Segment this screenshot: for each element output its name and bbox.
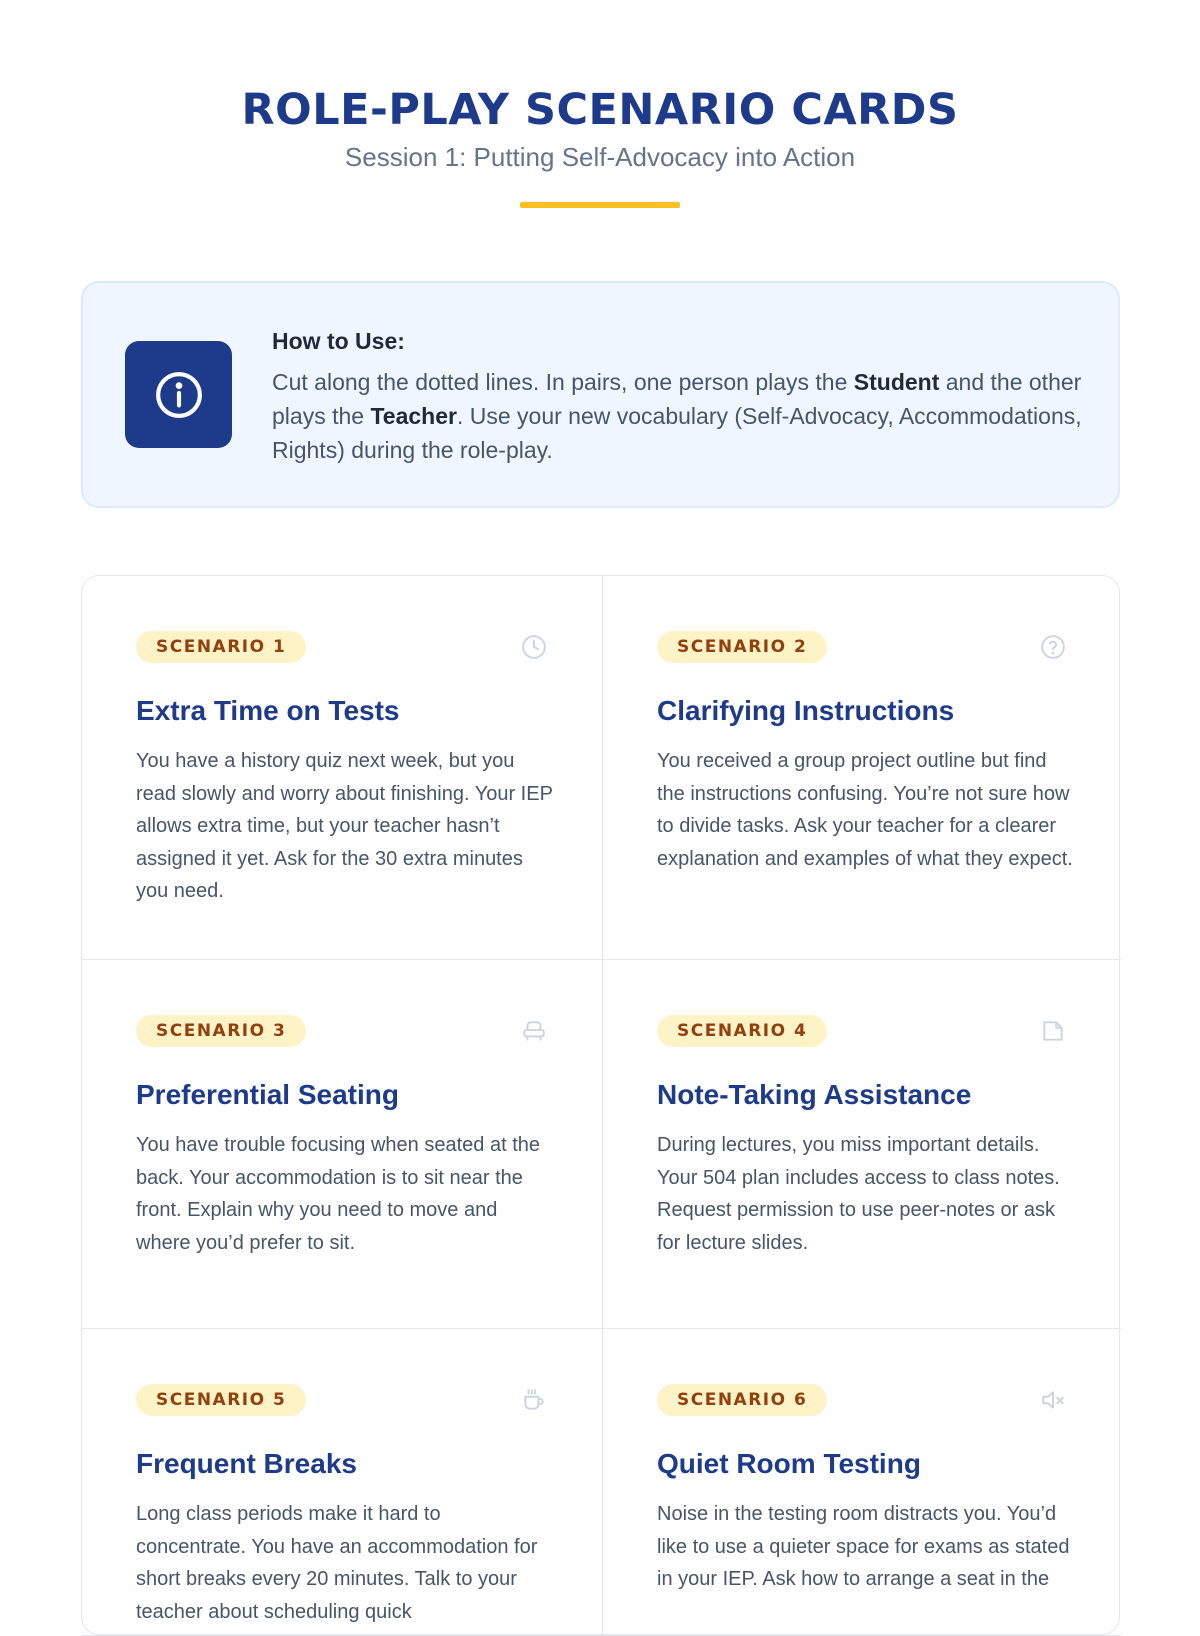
scenario-title: Note-Taking Assistance <box>657 1079 972 1110</box>
role-teacher: Teacher <box>370 403 457 429</box>
scenario-badge: SCENARIO 5 <box>136 1384 306 1416</box>
scenario-description: During lectures, you miss important details. Your 504 plan includes access to class notes. Request permission to use peer-notes or ask for lecture slides. <box>657 1134 1060 1254</box>
scenario-card-6 <box>603 1329 1121 1636</box>
scenario-badge: SCENARIO 2 <box>657 631 827 663</box>
clock-icon <box>520 633 548 661</box>
info-icon <box>125 341 232 448</box>
scenario-badge: SCENARIO 1 <box>136 631 306 663</box>
scenario-description: You have trouble focusing when seated at the back. Your accommodation is to sit near the front. Explain why you need to move and where you’d prefer to sit. <box>136 1134 541 1254</box>
how-to-use-label: How to Use: <box>272 328 405 354</box>
how-to-use-instructions: Cut along the dotted lines. In pairs, one person plays the Student and the other plays the Teacher. Use your new vocabulary (Self-Advocacy, Accommodations, Rights) during the role-play. <box>272 369 1082 463</box>
scenario-title: Frequent Breaks <box>136 1448 357 1479</box>
scenario-title: Quiet Room Testing <box>657 1448 921 1479</box>
chair-icon <box>520 1017 548 1045</box>
scenario-title: Extra Time on Tests <box>136 695 400 726</box>
scenario-card-4 <box>603 960 1121 1329</box>
scenario-title: Clarifying Instructions <box>657 695 955 726</box>
scenario-card-1 <box>82 576 603 960</box>
how-to-use-box <box>81 281 1120 508</box>
note-icon <box>1039 1017 1067 1045</box>
scenario-badge: SCENARIO 4 <box>657 1015 827 1047</box>
page-subtitle: Session 1: Putting Self-Advocacy into Action <box>344 142 856 172</box>
volume-mute-icon <box>1039 1386 1067 1414</box>
scenario-cards-grid <box>81 575 1120 1635</box>
role-student: Student <box>853 369 940 395</box>
scenario-badge: SCENARIO 3 <box>136 1015 306 1047</box>
page-title: ROLE-PLAY SCENARIO CARDS <box>241 85 959 135</box>
coffee-icon <box>520 1386 548 1414</box>
question-circle-icon <box>1039 633 1067 661</box>
scenario-badge: SCENARIO 6 <box>657 1384 827 1416</box>
scenario-description: Noise in the testing room distracts you. You’d like to use a quieter space for exams as stated in your IEP. Ask how to arrange a seat in the <box>657 1503 1070 1590</box>
scenario-card-5 <box>82 1329 603 1636</box>
scenario-description: You have a history quiz next week, but you read slowly and worry about finishing. Your IEP allows extra time, but your teacher hasn’t assigned it yet. Ask for the 30 extra minutes you need. <box>136 750 553 902</box>
page-header <box>0 80 1200 208</box>
scenario-card-3 <box>82 960 603 1329</box>
scenario-card-2 <box>603 576 1121 960</box>
title-divider <box>520 202 680 208</box>
scenario-description: Long class periods make it hard to concentrate. You have an accommodation for short breaks every 20 minutes. Talk to your teacher about scheduling quick <box>136 1503 538 1623</box>
scenario-description: You received a group project outline but find the instructions confusing. You’re not sure how to divide tasks. Ask your teacher for a clearer explanation and examples of what they expect. <box>657 750 1073 870</box>
scenario-title: Preferential Seating <box>136 1079 399 1110</box>
